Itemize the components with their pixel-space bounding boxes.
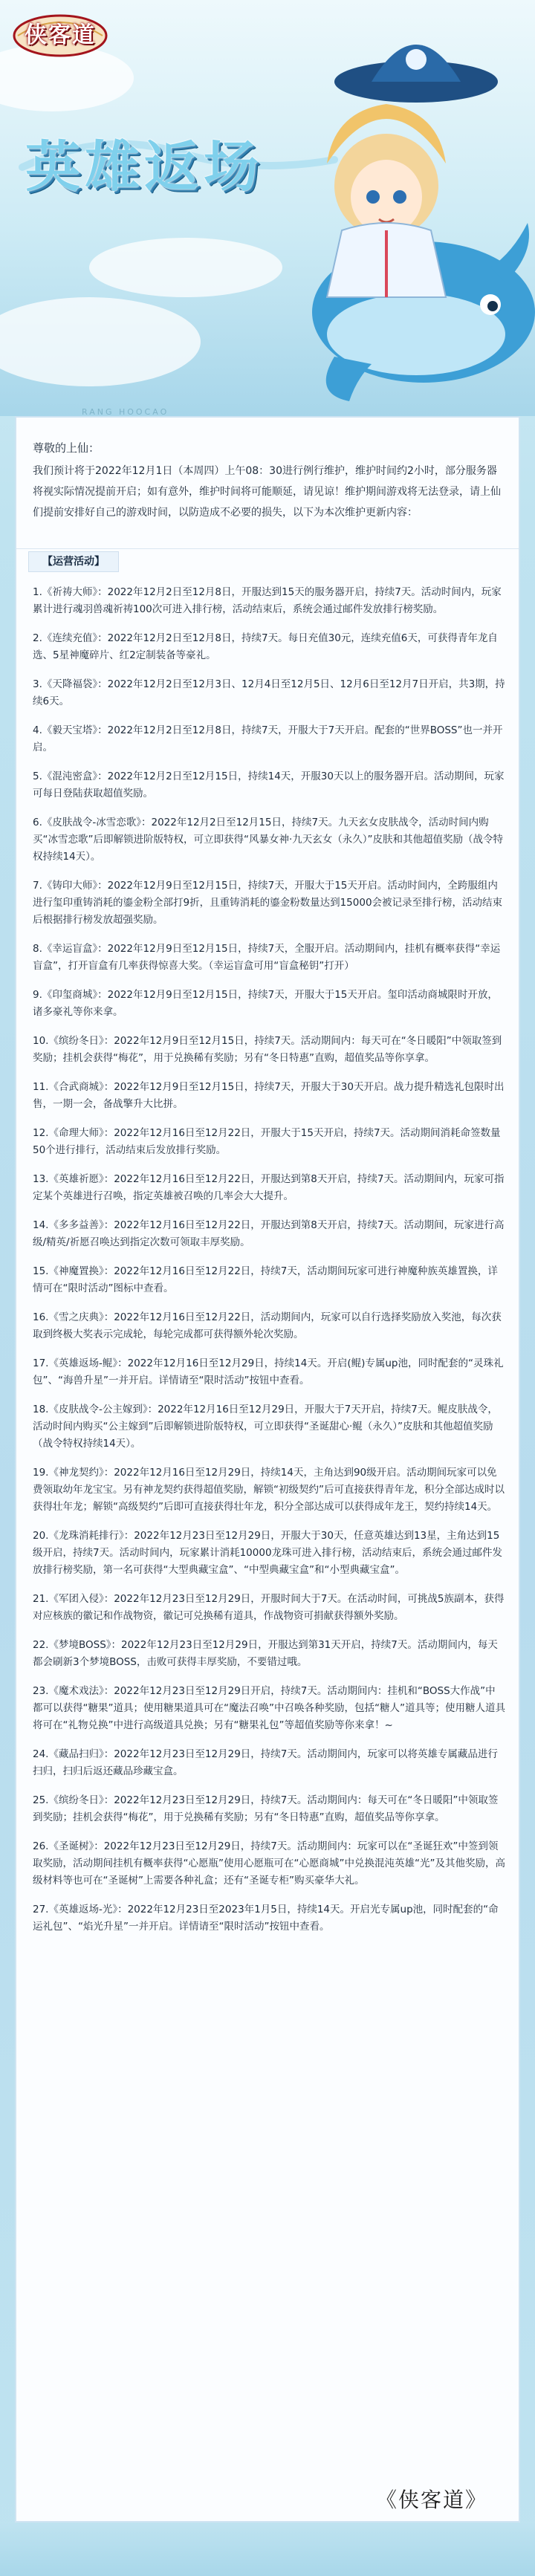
- activity-item: 22.《梦境BOSS》：2022年12月23日至12月29日，开服达到第31天开启，持续7天。活动期间内，每天都会刷新3个梦境BOSS，击败可获得丰厚奖励，不要错过哦。: [33, 1639, 498, 1668]
- intro-paragraph: 我们预计将于2022年12月1日（本周四）上午08：30进行例行维护，维护时间约2小时，部分服务器将视实际情况提前开启；如有意外，维护时间将可能顺延，请见谅！维护期间游戏将无法登录，请上仙们提前安排好自己的游戏时间，以防造成不必要的损失，以下为本次维护更新内容：: [33, 465, 501, 519]
- activity-item: 24.《藏品扫归》：2022年12月23日至12月29日，持续7天。活动期间内，玩家可以将英雄专属藏品进行扫归，扫归后返还藏品珍藏宝盒。: [33, 1748, 498, 1777]
- activity-item: 8.《幸运盲盒》：2022年12月9日至12月15日，持续7天，全服开启。活动期间内，挂机有概率获得“幸运盲盒”，打开盲盒有几率获得惊喜大奖。（幸运盲盒可用“盲盒秘钥”打开）: [33, 943, 501, 972]
- activity-item: 11.《合武商城》：2022年12月9日至12月15日，持续7天，开服大于30天开启。战力提升精选礼包限时出售，一期一会，备战擎升大比拼。: [33, 1081, 505, 1110]
- cloud-decoration: [0, 297, 201, 386]
- activity-item: 1.《祈祷大师》：2022年12月2日至12月8日，开服达到15天的服务器开启，持续7天。活动时间内，玩家累计进行魂羽兽魂祈祷100次可进入排行榜，活动结束后，系统会通过邮件发放排行榜奖励。: [33, 586, 502, 615]
- banner-subtitle: RANG HOOCAO: [82, 407, 169, 416]
- activity-item: 13.《英雄祈愿》：2022年12月16日至12月22日，开服达到第8天开启，持续7天。活动期间内，玩家可指定某个英雄进行召唤，指定英雄被召唤的几率会大大提升。: [33, 1173, 505, 1202]
- activity-item: 4.《毅天宝塔》：2022年12月2日至12月8日，持续7天，开服大于7天开启。配套的“世界BOSS”也一并开启。: [33, 724, 503, 753]
- activity-item: 12.《命理大师》：2022年12月16日至12月22日，开服大于15天开启，持续7天。活动期间消耗命签数量50个进行排行，活动结束后发放排行奖励。: [33, 1127, 501, 1156]
- announcement-card: [15, 416, 520, 2523]
- activity-item: 3.《天降福袋》：2022年12月2日至12月3日、12月4日至12月5日、12月6日至12月7日开启，共3期，持续6天。: [33, 678, 505, 707]
- activity-item: 15.《神魔置换》：2022年12月16日至12月22日，持续7天，活动期间玩家可进行神魔种族英雄置换，详情可在“限时活动”图标中查看。: [33, 1265, 498, 1294]
- activity-item: 18.《皮肤战令-公主嫁到》：2022年12月16日至12月29日，开服大于7天开启，持续7天。鲲皮肤战令，活动时间内购买“公主嫁到”后即解锁进阶版特权，可立即获得“圣诞甜心·鲲（永久）”皮肤和其他超值奖励（战令特权持续14天）。: [33, 1404, 498, 1450]
- greeting: 尊敬的上仙：: [33, 441, 100, 455]
- footer-decoration: [0, 2523, 535, 2576]
- activity-item: 27.《英雄返场-光》：2022年12月23日至2023年1月5日，持续14天。开启光专属up池，同时配套的“命运礼包”、“焰光升星”一并开启。详情请至“限时活动”按钮中查看。: [33, 1904, 499, 1933]
- activity-item: 10.《缤纷冬日》：2022年12月9日至12月15日，持续7天。活动期间内：每天可在“冬日暖阳”中领取签到奖励；挂机会获得“梅花”，用于兑换稀有奖励；另有“冬日特惠”直购，超值奖品等你享拿。: [33, 1035, 502, 1064]
- activity-item: 20.《龙珠消耗排行》：2022年12月23日至12月29日，开服大于30天，任意英雄达到13星，主角达到15级开启，持续7天。活动时间内，玩家累计消耗10000龙珠可进入排行榜，活动结束后，系统会通过邮件发放排行榜奖励，第一名可获得“大型典藏宝盒”、“中型典藏宝盒”和“小型典藏宝盒”。: [33, 1530, 503, 1576]
- divider: [16, 548, 519, 549]
- activity-item: 25.《缤纷冬日》：2022年12月23日至12月29日，持续7天。活动期间内：每天可在“冬日暖阳”中领取签到奖励；挂机会获得“梅花”，用于兑换稀有奖励；另有“冬日特惠”直购，超值奖品等你享拿。: [33, 1794, 499, 1823]
- activity-item: 6.《皮肤战令-冰雪恋歌》：2022年12月2日至12月15日，持续7天。九天玄女皮肤战令，活动时间内购买“冰雪恋歌”后即解锁进阶版特权，可立即获得“风暴女神·九天玄女（永久）”皮肤和其他超值奖励（战令特权持续14天）。: [33, 817, 504, 863]
- activity-item: 17.《英雄返场-鲲》：2022年12月16日至12月29日，持续14天。开启(鲲)专属up池，同时配套的“灵珠礼包”、“海兽升星”一并开启。详情请至“限时活动”按钮中查看。: [33, 1357, 504, 1386]
- activity-item: 7.《铸印大师》：2022年12月9日至12月15日，持续7天，开服大于15天开启。活动时间内，全跨服组内进行玺印重铸消耗的鎏金粉全部打9折，且重铸消耗的鎏金粉数量达到15000会被记录至排行榜，活动结束后根据排行榜发放超强奖励。: [33, 880, 503, 926]
- hero-banner: [0, 0, 535, 416]
- activity-item: 23.《魔术戏法》：2022年12月23日至12月29日开启，持续7天。活动期间内：挂机和“BOSS大作战”中都可以获得“糖果”道具；使用糖果道具可在“魔法召唤”中召唤各种奖励，包括“糖人”道具等；使用糖人道具将可在“礼物兑换”中进行高级道具兑换；另有“糖果礼包”等超值奖励等你来拿！~: [33, 1685, 505, 1731]
- game-logo-text: 侠客道: [25, 22, 96, 48]
- signature-block: [0, 2474, 535, 2526]
- activity-item: 9.《印玺商城》：2022年12月9日至12月15日，持续7天，开服大于15天开启。玺印活动商城限时开放，诸多豪礼等你来拿。: [33, 989, 498, 1018]
- activity-item: 2.《连续充值》：2022年12月2日至12月8日，持续7天。每日充值30元，连续充值6天，可获得青年龙自选、5星神魔碎片、红2定制装备等豪礼。: [33, 632, 498, 661]
- banner-title: 英雄返场: [25, 135, 263, 199]
- signature: 《侠客道》: [375, 2488, 487, 2512]
- activity-item: 16.《雪之庆典》：2022年12月16日至12月22日，活动期间内，玩家可以自行选择奖励放入奖池，每次获取到终极大奖表示完成轮，每轮完成都可获得额外轮次奖励。: [33, 1311, 502, 1340]
- activity-item: 26.《圣诞树》：2022年12月23日至12月29日，持续7天。活动期间内：玩家可以在“圣诞狂欢”中签到领取奖励，活动期间挂机有概率获得“心愿瓶”使用心愿瓶可在“心愿商城”中兑换混沌英雄“光”及其他奖励，高级材料等也可在“圣诞树”上需要各种礼盒；还有“圣诞专柜”购买豪华大礼。: [33, 1840, 505, 1886]
- section-label: 【运营活动】: [28, 551, 119, 572]
- activity-item: 21.《军团入侵》：2022年12月23日至12月29日，开服时间大于7天。在活动时间，可挑战5族副本，获得对应核族的徽记和作战物资，徽记可兑换稀有道具，作战物资可捐献获得额外奖励。: [33, 1593, 505, 1622]
- activity-item: 5.《混沌密盒》：2022年12月2日至12月15日，持续14天，开服30天以上的服务器开启。活动期间，玩家可每日登陆获取超值奖励。: [33, 770, 505, 799]
- activity-item: 19.《神龙契约》：2022年12月16日至12月29日，持续14天，主角达到90级开启。活动期间玩家可以免费领取幼年龙宝宝。另有神龙契约获得超值奖励，解锁“初级契约”后可直接获得青年龙，积分全部达成时以获得壮年龙；解锁“高级契约”后即可直接获得壮年龙，积分全部达成可以获得成年龙王，契约持续14天。: [33, 1467, 505, 1513]
- hero-character-illustration: [268, 15, 535, 416]
- activity-list: [33, 584, 505, 1947]
- activity-item: 14.《多多益善》：2022年12月16日至12月22日，开服达到第8天开启，持续7天。活动期间，玩家进行高级/精英/祈愿召唤达到指定次数可领取丰厚奖励。: [33, 1219, 505, 1248]
- cloud-decoration: [89, 238, 282, 297]
